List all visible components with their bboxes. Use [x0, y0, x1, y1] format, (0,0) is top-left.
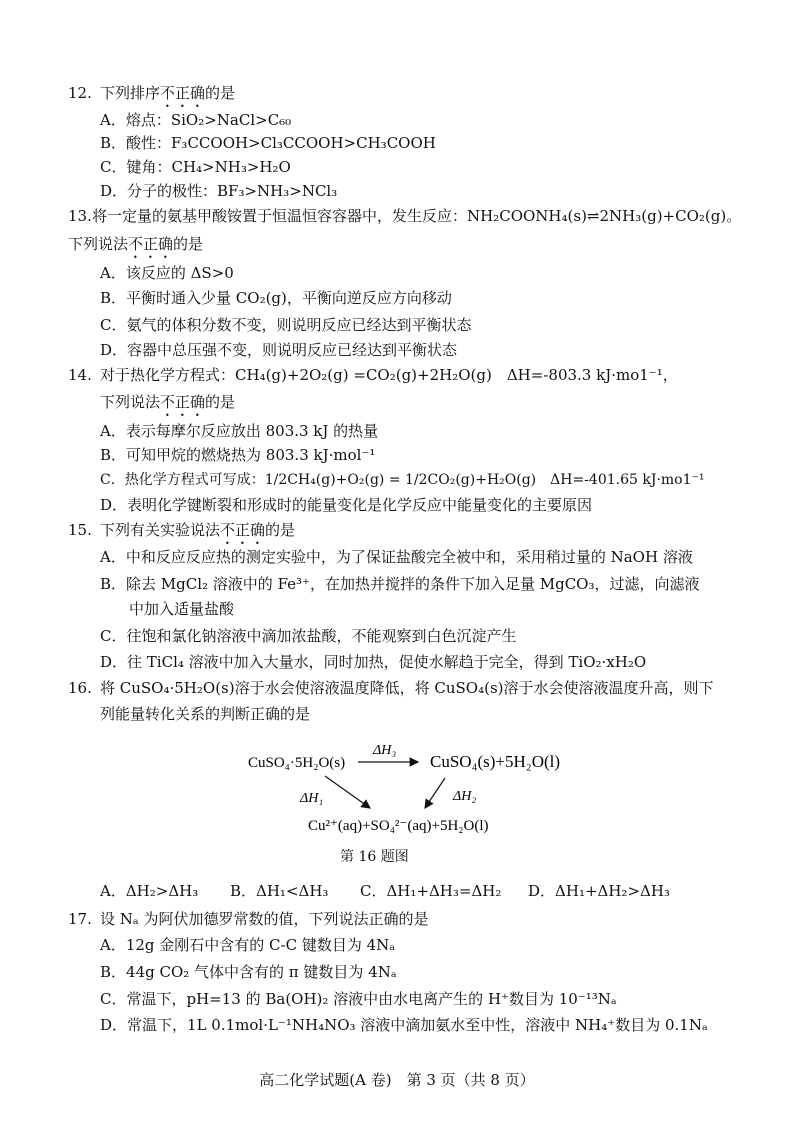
question-number: 17. [68, 910, 92, 928]
diagram-bottom-label: Cu²⁺(aq)+SO₄²⁻(aq)+5H₂O(l) [308, 818, 489, 834]
emphasis-text: 不正确 [160, 393, 206, 411]
emphasis-text: 不正确 [128, 235, 174, 253]
question-17-stem [68, 908, 768, 930]
option-c: C．氨气的体积分数不变，则说明反应已经达到平衡状态 [100, 316, 472, 334]
option-a: A．ΔH₂>ΔH₃ [100, 882, 199, 900]
option-b: B．平衡时通入少量 CO₂(g)，平衡向逆反应方向移动 [100, 289, 452, 307]
option-d: D．往 TiCl₄ 溶液中加入大量水，同时加热，促使水解趋于完全，得到 TiO₂·xH₂O [100, 653, 647, 671]
option-c: C．往饱和氯化钠溶液中滴加浓盐酸，不能观察到白色沉淀产生 [100, 627, 517, 645]
stem-text: 下列有关实验说法 [100, 521, 221, 539]
option-b: B．44g CO₂ 气体中含有的 π 键数目为 4Nₐ [100, 963, 397, 981]
question-number: 12. [68, 84, 92, 102]
option-d: D．分子的极性：BF₃>NH₃>NCl₃ [100, 182, 338, 200]
option-a: A．熔点：SiO₂>NaCl>C₆₀ [100, 111, 292, 129]
question-number: 14. [68, 366, 92, 384]
question-16-stem-line2: 列能量转化关系的判断正确的是 [100, 705, 311, 723]
label-h3: ΔH₃ [373, 743, 397, 758]
page-footer: 高二化学试题(A 卷) 第 3 页（共 8 页） [259, 1071, 535, 1089]
label-h2: ΔH₂ [453, 789, 477, 804]
option-d: D．表明化学键断裂和形成时的能量变化是化学反应中能量变化的主要原因 [100, 496, 593, 514]
question-13-stem-line2 [68, 233, 768, 262]
diagram-right-label: CuSO₄(s)+5H₂O(l) [430, 752, 561, 771]
option-a: A．表示每摩尔反应放出 803.3 kJ 的热量 [100, 422, 379, 440]
option-c: C．键角：CH₄>NH₃>H₂O [100, 158, 291, 176]
option-b: B．除去 MgCl₂ 溶液中的 Fe³⁺，在加热并搅拌的条件下加入足量 MgCO₃，过滤，向滤液 [100, 575, 700, 593]
figure-caption: 第 16 题图 [340, 849, 409, 865]
option-a: A．12g 金刚石中含有的 C-C 键数目为 4Nₐ [100, 936, 396, 954]
option-c: C．常温下，pH=13 的 Ba(OH)₂ 溶液中由水电离产生的 H⁺数目为 10⁻¹³Nₐ [100, 990, 617, 1008]
stem-text: 的是 [205, 84, 236, 102]
stem-text: 的是 [265, 521, 296, 539]
question-16-options [100, 880, 740, 902]
stem-text: 将一定量的氨基甲酸铵置于恒温恒容容器中，发生反应：NH₂COONH₄(s)⇌2NH₃(g)+CO₂(g)。 [92, 207, 742, 225]
question-15-stem [68, 519, 768, 548]
option-d: D．常温下，1L 0.1mol·L⁻¹NH₄NO₃ 溶液中滴加氨水至中性，溶液中 NH₄⁺数目为 0.1Nₐ [100, 1016, 708, 1034]
stem-text: 下列排序 [100, 84, 161, 102]
stem-text: 对于热化学方程式：CH₄(g)+2O₂(g) =CO₂(g)+2H₂O(g) ΔH=-803.3 kJ·mo1⁻¹， [100, 366, 678, 384]
question-number: 13. [68, 207, 92, 225]
stem-text: 设 Nₐ 为阿伏加德罗常数的值，下列说法正确的是 [100, 910, 429, 928]
emphasis-text: 不正确 [160, 84, 206, 102]
option-d: D．容器中总压强不变，则说明反应已经达到平衡状态 [100, 341, 458, 359]
option-b: B．酸性：F₃CCOOH>Cl₃CCOOH>CH₃COOH [100, 134, 436, 152]
stem-text: 的是 [173, 235, 204, 253]
option-b-continued: 中加入适量盐酸 [129, 600, 235, 618]
energy-diagram [230, 740, 610, 845]
question-number: 16. [68, 679, 92, 697]
question-13-stem [68, 205, 768, 227]
diagram-left-label: CuSO₄·5H₂O(s) [248, 755, 346, 771]
question-14-stem [68, 364, 768, 386]
question-12-stem [68, 82, 768, 111]
option-c: C．ΔH₁+ΔH₃=ΔH₂ [360, 882, 502, 900]
option-b: B．ΔH₁<ΔH₃ [230, 882, 329, 900]
stem-text: 的是 [205, 393, 236, 411]
emphasis-text: 不正确 [220, 521, 266, 539]
stem-text: 下列说法 [68, 235, 129, 253]
question-14-stem-line2 [100, 391, 794, 420]
arrow-h2 [425, 778, 445, 808]
question-number: 15. [68, 521, 92, 539]
option-d: D．ΔH₁+ΔH₂>ΔH₃ [528, 882, 670, 900]
option-c: C．热化学方程式可写成：1/2CH₄(g)+O₂(g) = 1/2CO₂(g)+H₂O(g) ΔH=-401.65 kJ·mo1⁻¹ [100, 472, 705, 488]
stem-text: 下列说法 [100, 393, 161, 411]
arrow-h1 [325, 776, 370, 808]
question-16-stem [68, 677, 768, 699]
option-b: B．可知甲烷的燃烧热为 803.3 kJ·mol⁻¹ [100, 446, 376, 464]
option-a: A．该反应的 ΔS>0 [100, 264, 234, 282]
stem-text: 将 CuSO₄·5H₂O(s)溶于水会使溶液温度降低，将 CuSO₄(s)溶于水会使溶液温度升高，则下 [100, 679, 714, 697]
option-a: A．中和反应反应热的测定实验中，为了保证盐酸完全被中和，采用稍过量的 NaOH 溶液 [100, 548, 693, 566]
label-h1: ΔH₁ [300, 791, 324, 806]
